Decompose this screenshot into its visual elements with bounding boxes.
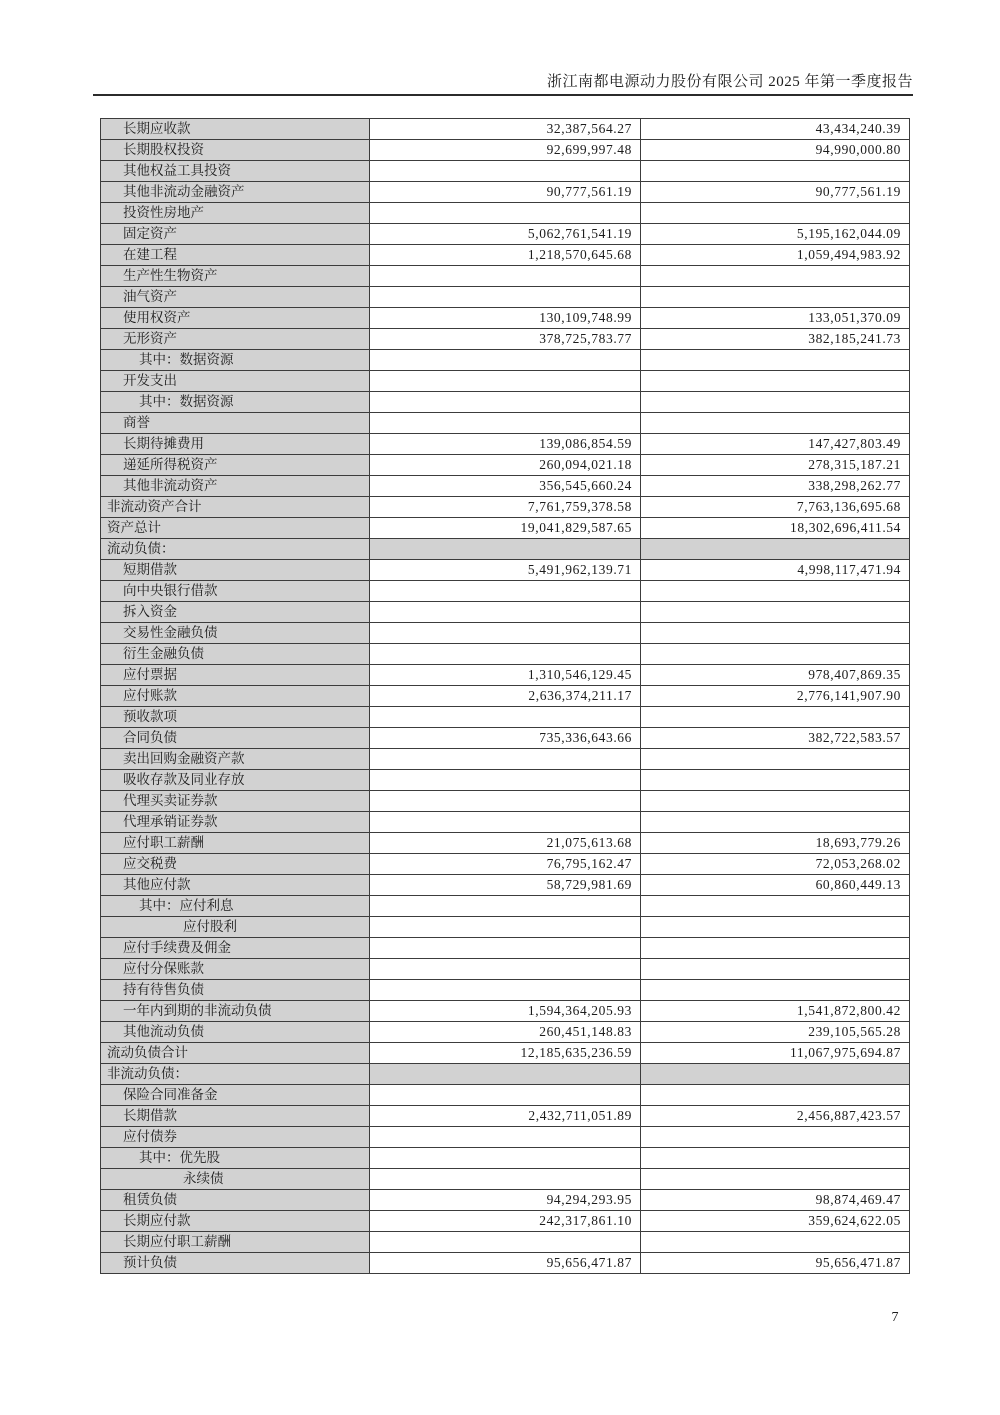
row-value-prior: 2,776,141,907.90	[641, 686, 910, 707]
row-label: 其他非流动资产	[101, 476, 370, 497]
row-value-current	[370, 161, 641, 182]
row-value-prior: 5,195,162,044.09	[641, 224, 910, 245]
page-number: 7	[891, 1310, 899, 1325]
row-value-prior: 382,185,241.73	[641, 329, 910, 350]
row-value-prior	[641, 623, 910, 644]
row-value-current	[370, 287, 641, 308]
table-row	[101, 476, 910, 497]
table-row	[101, 1169, 910, 1190]
row-value-current: 735,336,643.66	[370, 728, 641, 749]
row-value-current	[370, 350, 641, 371]
row-label: 其中：优先股	[101, 1148, 370, 1169]
row-value-prior	[641, 707, 910, 728]
row-value-current	[370, 707, 641, 728]
row-value-current	[370, 623, 641, 644]
table-row	[101, 1001, 910, 1022]
row-value-current: 139,086,854.59	[370, 434, 641, 455]
row-value-prior: 338,298,262.77	[641, 476, 910, 497]
row-value-prior	[641, 350, 910, 371]
row-label: 资产总计	[101, 518, 370, 539]
table-row	[101, 539, 910, 560]
row-value-current: 7,761,759,378.58	[370, 497, 641, 518]
row-label: 其中：数据资源	[101, 350, 370, 371]
row-label: 应付债券	[101, 1127, 370, 1148]
table-row	[101, 686, 910, 707]
row-label: 其他应付款	[101, 875, 370, 896]
table-row	[101, 1064, 910, 1085]
table-row	[101, 1253, 910, 1274]
row-label: 一年内到期的非流动负债	[101, 1001, 370, 1022]
row-label: 其他流动负债	[101, 1022, 370, 1043]
row-value-prior: 239,105,565.28	[641, 1022, 910, 1043]
row-value-prior: 43,434,240.39	[641, 119, 910, 140]
row-value-current: 260,451,148.83	[370, 1022, 641, 1043]
table-row	[101, 1022, 910, 1043]
table-row	[101, 728, 910, 749]
table-row	[101, 224, 910, 245]
table-row	[101, 917, 910, 938]
balance-sheet-table	[100, 118, 910, 1274]
row-value-current	[370, 539, 641, 560]
report-header-title: 浙江南都电源动力股份有限公司 2025 年第一季度报告	[546, 74, 913, 90]
row-value-prior	[641, 581, 910, 602]
row-label: 投资性房地产	[101, 203, 370, 224]
row-value-current: 32,387,564.27	[370, 119, 641, 140]
table-row	[101, 329, 910, 350]
table-row	[101, 707, 910, 728]
table-row	[101, 1085, 910, 1106]
row-value-prior: 18,693,779.26	[641, 833, 910, 854]
row-value-current: 1,594,364,205.93	[370, 1001, 641, 1022]
table-row	[101, 1043, 910, 1064]
row-label: 预收款项	[101, 707, 370, 728]
row-value-prior: 60,860,449.13	[641, 875, 910, 896]
row-value-current: 12,185,635,236.59	[370, 1043, 641, 1064]
row-value-prior	[641, 266, 910, 287]
row-value-prior	[641, 1148, 910, 1169]
row-value-prior: 278,315,187.21	[641, 455, 910, 476]
row-label: 生产性生物资产	[101, 266, 370, 287]
row-value-current: 5,062,761,541.19	[370, 224, 641, 245]
row-value-prior	[641, 791, 910, 812]
row-value-current: 94,294,293.95	[370, 1190, 641, 1211]
row-value-current: 90,777,561.19	[370, 182, 641, 203]
row-value-current	[370, 1169, 641, 1190]
table-row	[101, 434, 910, 455]
table-row	[101, 623, 910, 644]
row-value-current	[370, 812, 641, 833]
row-value-prior	[641, 812, 910, 833]
row-value-prior	[641, 1232, 910, 1253]
table-row	[101, 518, 910, 539]
row-value-current: 2,636,374,211.17	[370, 686, 641, 707]
row-label: 拆入资金	[101, 602, 370, 623]
row-value-current: 76,795,162.47	[370, 854, 641, 875]
row-value-current	[370, 203, 641, 224]
balance-sheet-body	[101, 119, 910, 1274]
row-label: 非流动负债：	[101, 1064, 370, 1085]
table-row	[101, 1148, 910, 1169]
row-label: 应交税费	[101, 854, 370, 875]
table-row	[101, 455, 910, 476]
row-label: 开发支出	[101, 371, 370, 392]
table-row	[101, 938, 910, 959]
table-row	[101, 791, 910, 812]
row-value-current: 378,725,783.77	[370, 329, 641, 350]
row-value-prior: 1,059,494,983.92	[641, 245, 910, 266]
table-row	[101, 1211, 910, 1232]
row-value-prior: 94,990,000.80	[641, 140, 910, 161]
table-row	[101, 602, 910, 623]
row-value-prior: 978,407,869.35	[641, 665, 910, 686]
row-label: 使用权资产	[101, 308, 370, 329]
row-label: 长期股权投资	[101, 140, 370, 161]
row-label: 应付职工薪酬	[101, 833, 370, 854]
row-value-prior: 359,624,622.05	[641, 1211, 910, 1232]
table-row	[101, 812, 910, 833]
row-value-prior	[641, 1085, 910, 1106]
table-row	[101, 350, 910, 371]
table-row	[101, 770, 910, 791]
row-value-prior	[641, 770, 910, 791]
row-value-current: 130,109,748.99	[370, 308, 641, 329]
row-value-prior	[641, 161, 910, 182]
row-label: 代理承销证券款	[101, 812, 370, 833]
row-label: 其他权益工具投资	[101, 161, 370, 182]
row-value-prior	[641, 392, 910, 413]
row-value-prior: 72,053,268.02	[641, 854, 910, 875]
row-value-current	[370, 371, 641, 392]
row-value-current: 242,317,861.10	[370, 1211, 641, 1232]
row-value-prior	[641, 980, 910, 1001]
table-row	[101, 392, 910, 413]
row-label: 预计负债	[101, 1253, 370, 1274]
table-row	[101, 182, 910, 203]
table-row	[101, 140, 910, 161]
table-row	[101, 413, 910, 434]
row-value-prior: 382,722,583.57	[641, 728, 910, 749]
row-label: 吸收存款及同业存放	[101, 770, 370, 791]
table-row	[101, 959, 910, 980]
row-value-current: 5,491,962,139.71	[370, 560, 641, 581]
row-value-current: 21,075,613.68	[370, 833, 641, 854]
row-label: 持有待售负债	[101, 980, 370, 1001]
table-row	[101, 245, 910, 266]
table-row	[101, 1190, 910, 1211]
row-value-current: 2,432,711,051.89	[370, 1106, 641, 1127]
row-value-current	[370, 1148, 641, 1169]
row-value-current	[370, 917, 641, 938]
row-value-current	[370, 959, 641, 980]
row-value-prior: 98,874,469.47	[641, 1190, 910, 1211]
header-rule	[93, 94, 913, 96]
row-value-current	[370, 980, 641, 1001]
row-label: 卖出回购金融资产款	[101, 749, 370, 770]
row-value-current: 95,656,471.87	[370, 1253, 641, 1274]
row-label: 交易性金融负债	[101, 623, 370, 644]
row-label: 固定资产	[101, 224, 370, 245]
row-value-current	[370, 1085, 641, 1106]
row-label: 长期借款	[101, 1106, 370, 1127]
row-label: 油气资产	[101, 287, 370, 308]
row-label: 长期应付款	[101, 1211, 370, 1232]
row-value-prior	[641, 602, 910, 623]
row-value-prior	[641, 896, 910, 917]
row-value-current	[370, 896, 641, 917]
row-value-current	[370, 749, 641, 770]
row-value-current: 1,218,570,645.68	[370, 245, 641, 266]
row-value-current	[370, 266, 641, 287]
table-row	[101, 665, 910, 686]
row-label: 长期应收款	[101, 119, 370, 140]
row-value-current	[370, 581, 641, 602]
row-label: 应付票据	[101, 665, 370, 686]
row-value-current	[370, 791, 641, 812]
row-value-current	[370, 392, 641, 413]
row-value-current	[370, 413, 641, 434]
row-value-current: 58,729,981.69	[370, 875, 641, 896]
row-value-current: 19,041,829,587.65	[370, 518, 641, 539]
row-value-prior	[641, 959, 910, 980]
table-row	[101, 980, 910, 1001]
row-value-current: 92,699,997.48	[370, 140, 641, 161]
row-value-prior	[641, 287, 910, 308]
table-row	[101, 1106, 910, 1127]
table-row	[101, 308, 910, 329]
table-row	[101, 560, 910, 581]
row-value-current	[370, 1232, 641, 1253]
row-value-prior	[641, 539, 910, 560]
table-row	[101, 581, 910, 602]
table-row	[101, 833, 910, 854]
row-label: 流动负债合计	[101, 1043, 370, 1064]
table-row	[101, 854, 910, 875]
row-label: 其中：数据资源	[101, 392, 370, 413]
row-value-prior: 18,302,696,411.54	[641, 518, 910, 539]
row-value-prior	[641, 917, 910, 938]
row-value-prior	[641, 371, 910, 392]
row-value-current	[370, 1127, 641, 1148]
row-label: 永续债	[101, 1169, 370, 1190]
row-label: 应付手续费及佣金	[101, 938, 370, 959]
row-label: 流动负债：	[101, 539, 370, 560]
table-row	[101, 266, 910, 287]
table-row	[101, 203, 910, 224]
table-row	[101, 161, 910, 182]
row-value-prior	[641, 1169, 910, 1190]
row-label: 应付账款	[101, 686, 370, 707]
row-label: 短期借款	[101, 560, 370, 581]
row-value-prior	[641, 203, 910, 224]
table-row	[101, 119, 910, 140]
row-value-prior: 90,777,561.19	[641, 182, 910, 203]
row-value-current: 260,094,021.18	[370, 455, 641, 476]
row-label: 在建工程	[101, 245, 370, 266]
row-value-current: 356,545,660.24	[370, 476, 641, 497]
row-value-prior	[641, 938, 910, 959]
row-label: 应付分保账款	[101, 959, 370, 980]
table-row	[101, 644, 910, 665]
row-label: 其他非流动金融资产	[101, 182, 370, 203]
row-label: 租赁负债	[101, 1190, 370, 1211]
table-row	[101, 749, 910, 770]
row-label: 其中：应付利息	[101, 896, 370, 917]
row-value-prior: 147,427,803.49	[641, 434, 910, 455]
row-value-prior: 133,051,370.09	[641, 308, 910, 329]
row-label: 代理买卖证券款	[101, 791, 370, 812]
row-value-prior	[641, 644, 910, 665]
row-value-prior	[641, 749, 910, 770]
row-value-prior: 11,067,975,694.87	[641, 1043, 910, 1064]
row-label: 衍生金融负债	[101, 644, 370, 665]
table-row	[101, 371, 910, 392]
row-value-prior	[641, 1064, 910, 1085]
row-label: 递延所得税资产	[101, 455, 370, 476]
row-label: 应付股利	[101, 917, 370, 938]
row-value-current	[370, 644, 641, 665]
row-value-prior	[641, 1127, 910, 1148]
row-value-current: 1,310,546,129.45	[370, 665, 641, 686]
row-label: 合同负债	[101, 728, 370, 749]
table-row	[101, 497, 910, 518]
row-value-current	[370, 770, 641, 791]
row-value-current	[370, 1064, 641, 1085]
row-label: 长期待摊费用	[101, 434, 370, 455]
row-value-current	[370, 602, 641, 623]
row-label: 长期应付职工薪酬	[101, 1232, 370, 1253]
row-value-prior: 1,541,872,800.42	[641, 1001, 910, 1022]
table-row	[101, 287, 910, 308]
table-row	[101, 875, 910, 896]
row-label: 无形资产	[101, 329, 370, 350]
row-value-prior: 2,456,887,423.57	[641, 1106, 910, 1127]
row-value-prior	[641, 413, 910, 434]
table-row	[101, 896, 910, 917]
row-value-current	[370, 938, 641, 959]
row-value-prior: 7,763,136,695.68	[641, 497, 910, 518]
table-row	[101, 1127, 910, 1148]
row-label: 非流动资产合计	[101, 497, 370, 518]
row-label: 保险合同准备金	[101, 1085, 370, 1106]
row-label: 商誉	[101, 413, 370, 434]
row-value-prior: 95,656,471.87	[641, 1253, 910, 1274]
row-value-prior: 4,998,117,471.94	[641, 560, 910, 581]
table-row	[101, 1232, 910, 1253]
row-label: 向中央银行借款	[101, 581, 370, 602]
